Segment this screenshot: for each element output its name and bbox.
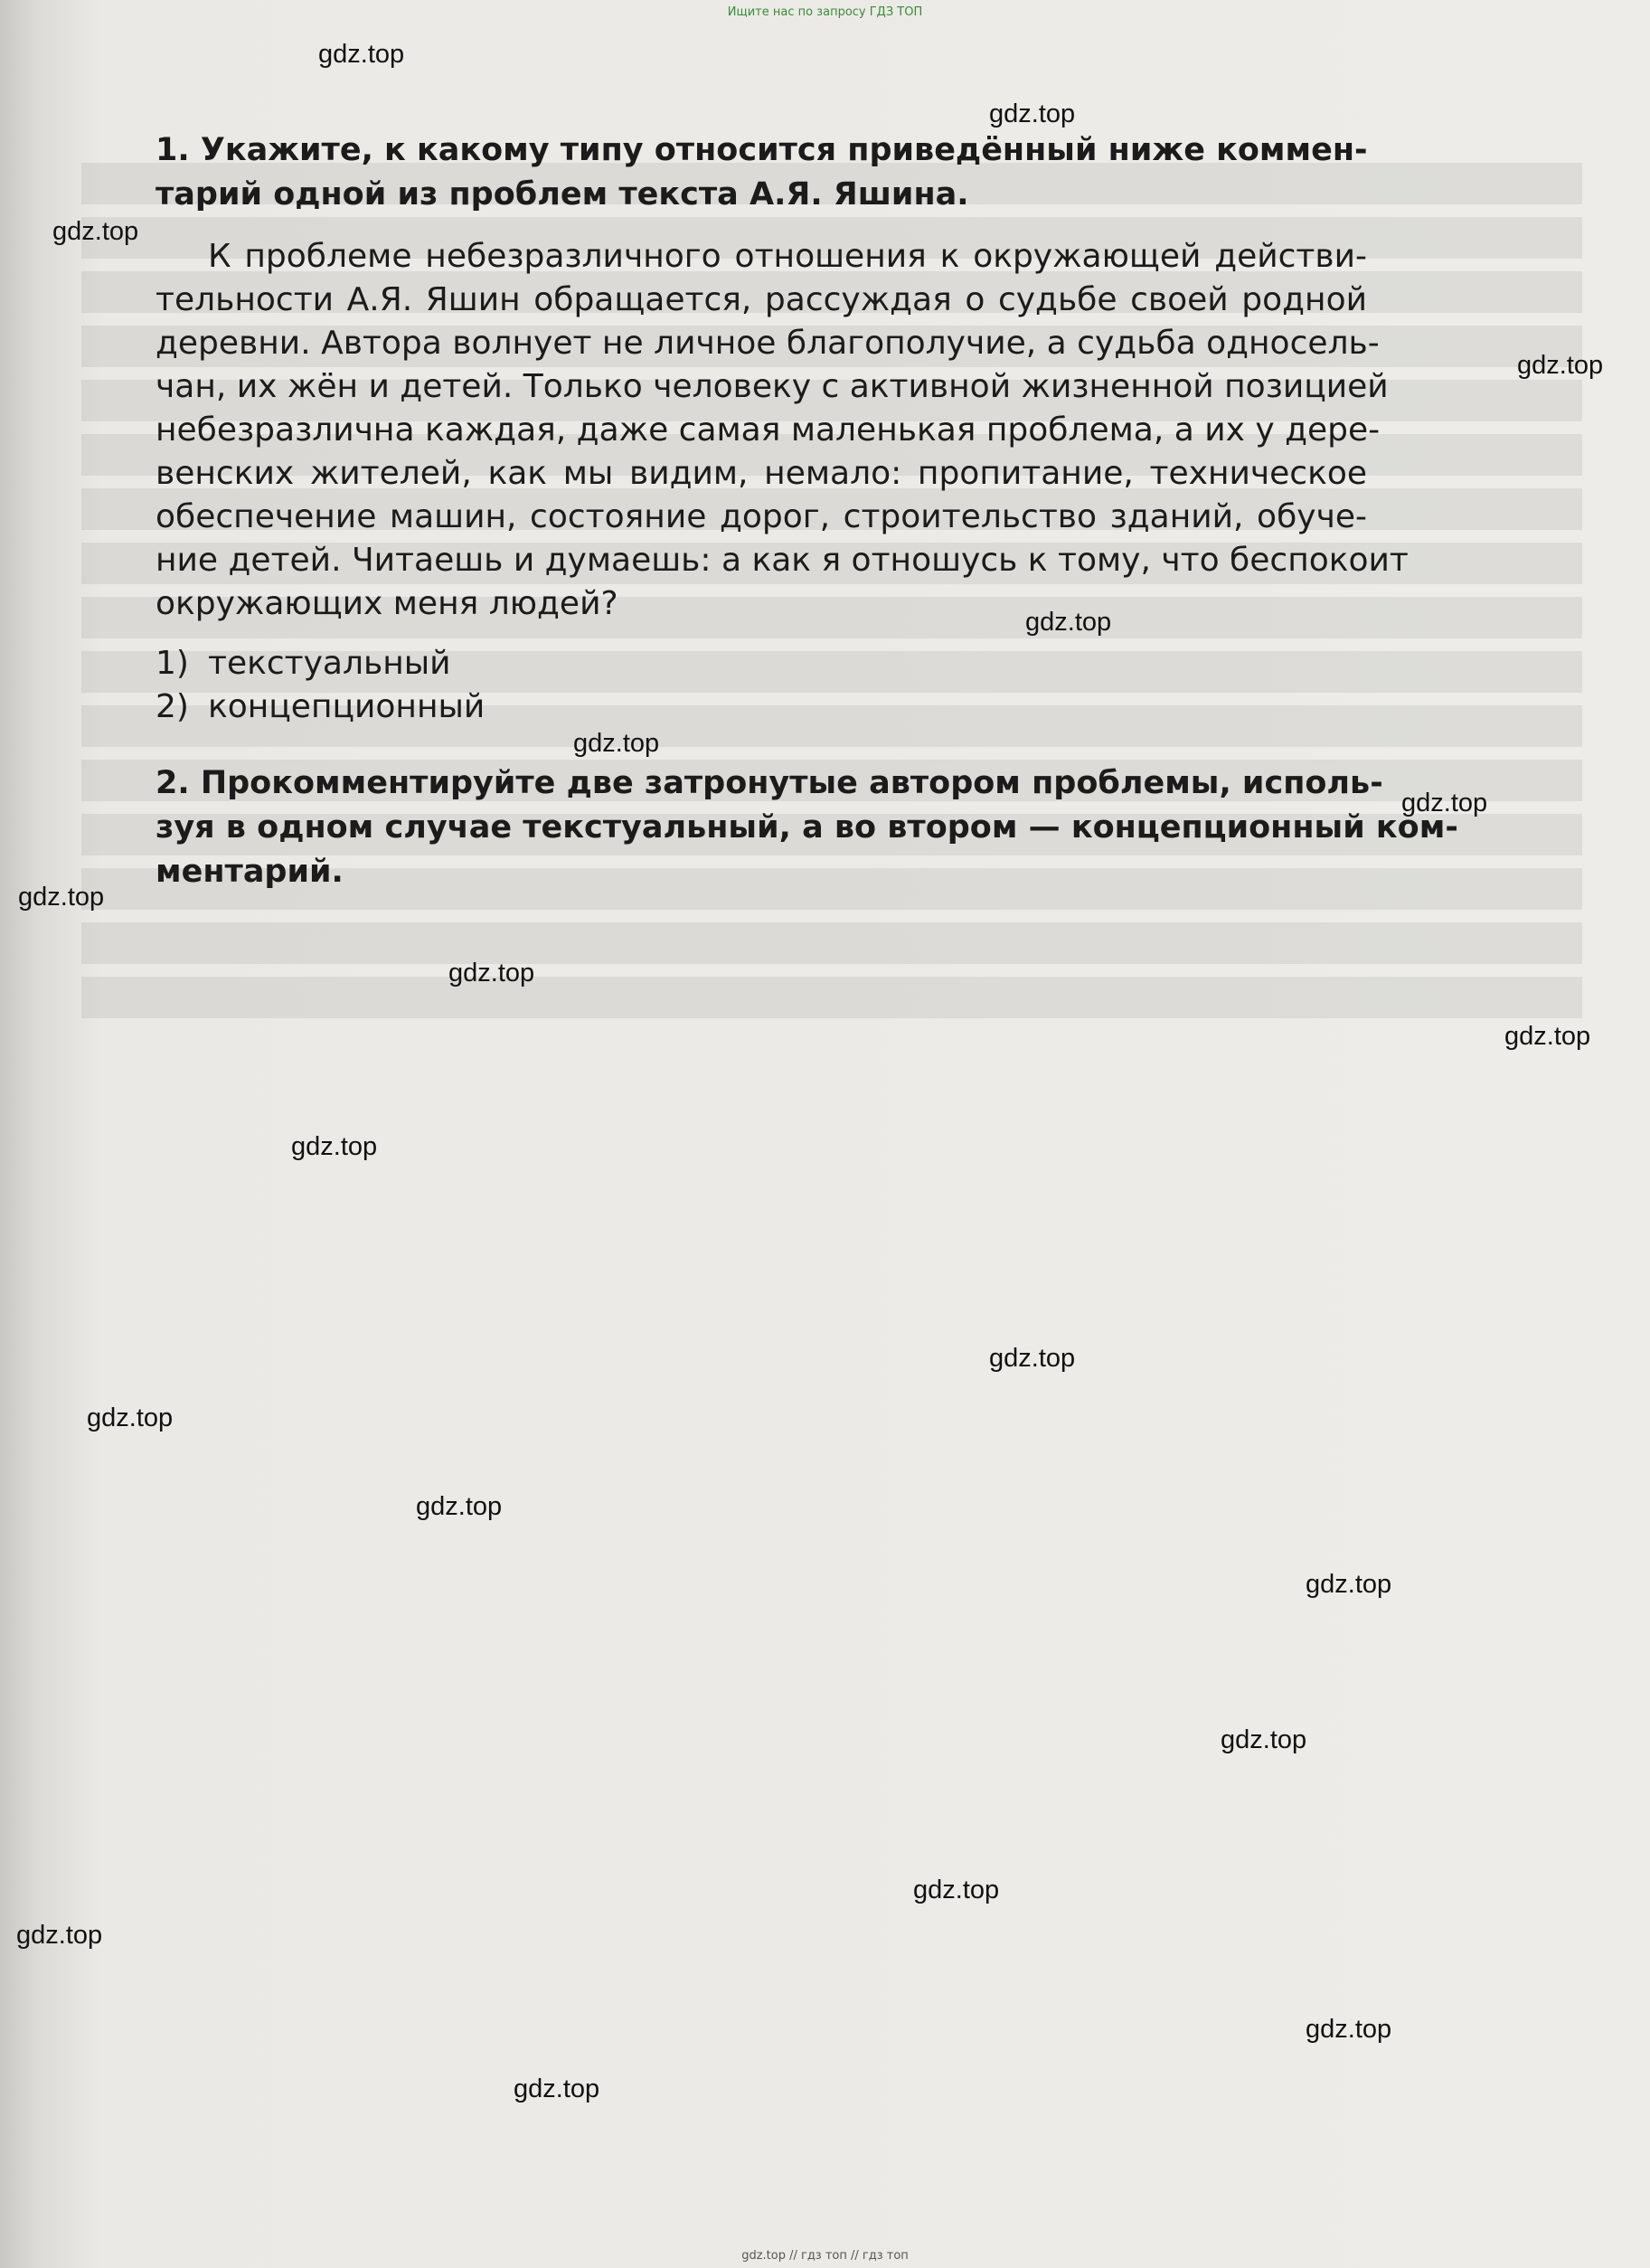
task1-heading-line: 1. Укажите, к какому типу относится приведённый ниже коммен- — [156, 132, 1368, 168]
watermark: gdz.top — [1517, 351, 1604, 380]
commentary-line: ние детей. Читаешь и думаешь: а как я отношусь к тому, что беспокоит — [156, 542, 1409, 579]
watermark: gdz.top — [1401, 789, 1488, 817]
footer[interactable]: gdz.top // гдз топ // гдз топ — [741, 2249, 909, 2263]
commentary-line: чан, их жён и детей. Только человеку с активной жизненной позицией — [156, 368, 1389, 405]
commentary-line: небезразлична каждая, даже самая маленькая проблема, а их у дере- — [156, 411, 1381, 449]
watermark: gdz.top — [52, 217, 139, 246]
option-text: текстуальный — [208, 645, 451, 682]
watermark: gdz.top — [1306, 2015, 1392, 2044]
task2-heading-line: зуя в одном случае текстуальный, а во втором — концепционный ком- — [156, 809, 1458, 846]
commentary-line: тельности А.Я. Яшин обращается, рассуждая о судьбе своей родной — [156, 281, 1367, 318]
watermark: gdz.top — [989, 99, 1076, 128]
watermark: gdz.top — [416, 1492, 503, 1521]
task2-heading-line: 2. Прокомментируйте две затронутые автором проблемы, исполь- — [156, 765, 1383, 801]
task1-heading-line: тарий одной из проблем текста А.Я. Яшина. — [156, 176, 969, 213]
watermark: gdz.top — [448, 959, 535, 988]
watermark: gdz.top — [514, 2074, 600, 2103]
commentary-line: К проблеме небезразличного отношения к окружающей действи- — [208, 238, 1367, 275]
option-number: 2) — [156, 688, 189, 725]
task1-commentary — [156, 235, 1409, 626]
watermark: gdz.top — [1306, 1570, 1392, 1599]
watermark: gdz.top — [87, 1403, 174, 1432]
top-banner[interactable]: Ищите нас по запросу ГДЗ ТОП — [727, 5, 923, 19]
watermark: gdz.top — [1025, 608, 1112, 637]
watermark: gdz.top — [989, 1344, 1076, 1373]
answer-option[interactable] — [156, 642, 485, 685]
watermark: gdz.top — [318, 40, 405, 69]
commentary-line: обеспечение машин, состояние дорог, строительство зданий, обуче- — [156, 498, 1367, 535]
task2-heading-line: ментарий. — [156, 854, 344, 890]
answer-options — [156, 642, 485, 729]
watermark: gdz.top — [291, 1132, 378, 1161]
commentary-line: окружающих меня людей? — [156, 585, 618, 622]
watermark: gdz.top — [1221, 1725, 1307, 1754]
watermark: gdz.top — [1504, 1022, 1591, 1051]
task1-heading — [156, 128, 1367, 217]
watermark: gdz.top — [16, 1921, 103, 1950]
watermark: gdz.top — [18, 883, 105, 912]
watermark: gdz.top — [913, 1876, 1000, 1904]
commentary-line: деревни. Автора волнует не личное благополучие, а судьба односель- — [156, 325, 1380, 362]
commentary-line: венских жителей, как мы видим, немало: пропитание, техническое — [156, 455, 1367, 492]
answer-option[interactable] — [156, 685, 485, 729]
option-number: 1) — [156, 645, 189, 682]
option-text: концепционный — [208, 688, 486, 725]
watermark: gdz.top — [573, 729, 660, 758]
